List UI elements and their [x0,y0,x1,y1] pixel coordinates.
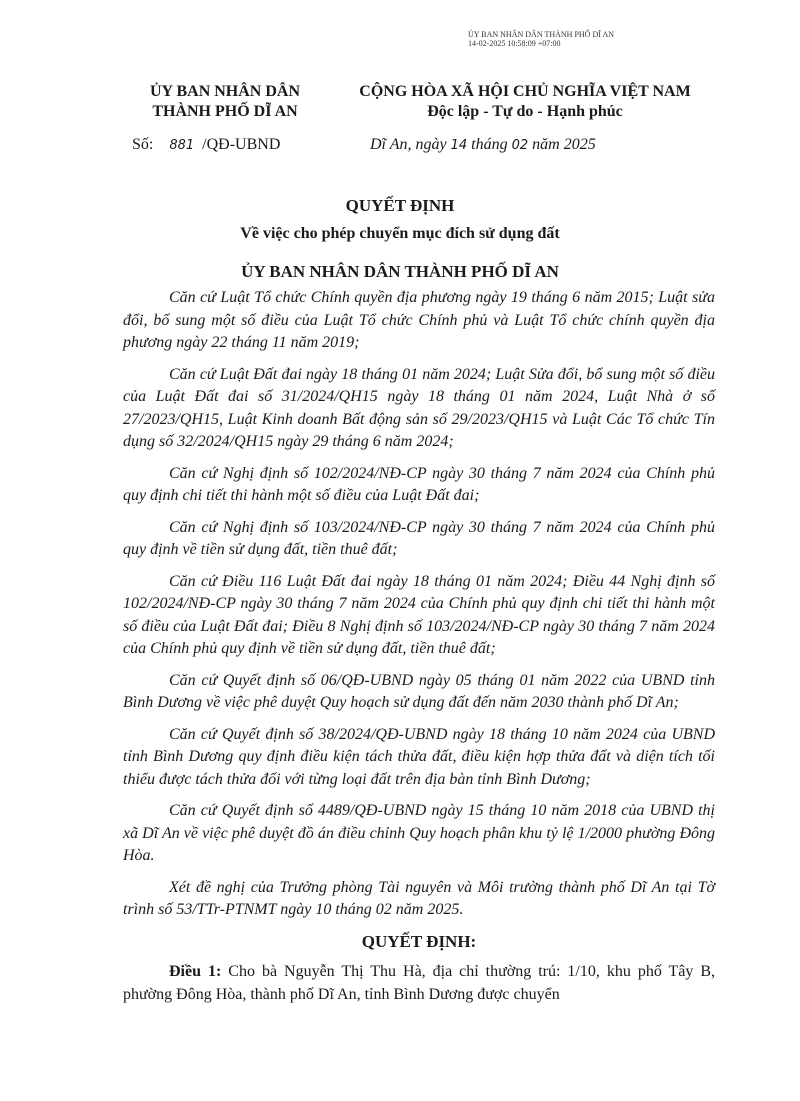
org-line-1: ỦY BAN NHÂN DÂN [149,83,301,100]
legal-basis-3: Căn cứ Nghị định số 102/2024/NĐ-CP ngày 30 tháng 7 năm 2024 của Chính phủ quy định chi tiết thi hành một số điều của Luật Đất đai; [123,464,715,504]
date-prefix: Dĩ An, ngày [370,136,447,153]
legal-basis-7: Căn cứ Quyết định số 38/2024/QĐ-UBND ngày 18 tháng 10 năm 2024 của UBND tỉnh Bình Dương quy định điều kiện tách thửa đất, điều kiện hợp thửa đất và diện tích tối thiểu được tách thửa đối với từng loại đất trên địa bàn tỉnh Bình Dương; [123,725,715,788]
decision-heading: QUYẾT ĐỊNH: [361,931,477,951]
national-motto: Độc lập - Tự do - Hạnh phúc [427,103,623,120]
authority-heading: ỦY BAN NHÂN DÂN THÀNH PHỐ DĨ AN [241,262,559,281]
document-body [123,287,715,1006]
national-header [325,82,725,122]
legal-basis-4: Căn cứ Nghị định số 103/2024/NĐ-CP ngày 30 tháng 7 năm 2024 của Chính phủ quy định về tiền sử dụng đất, tiền thuê đất; [123,518,715,558]
number-suffix: /QĐ-UBND [202,136,281,153]
nation-name: CỘNG HÒA XÃ HỘI CHỦ NGHĨA VIỆT NAM [359,83,691,100]
date-day: 14 [450,138,468,153]
document-number [132,136,280,154]
org-line-2: THÀNH PHỐ DĨ AN [152,103,298,120]
issue-date [370,136,596,154]
legal-basis-1: Căn cứ Luật Tổ chức Chính quyền địa phương ngày 19 tháng 6 năm 2015; Luật sửa đổi, bổ sung một số điều của Luật Tổ chức Chính phủ và Luật Tổ chức chính quyền địa phương ngày 22 tháng 11 năm 2019; [123,289,715,351]
legal-basis-6: Căn cứ Quyết định số 06/QĐ-UBND ngày 05 tháng 01 năm 2022 của UBND tỉnh Bình Dương về việc phê duyệt Quy hoạch sử dụng đất đến năm 2030 thành phố Dĩ An; [123,671,715,711]
number-handwritten: 881 [169,138,195,153]
document-subject: Về việc cho phép chuyển mục đích sử dụng đất [240,225,560,242]
signature-timestamp: 14-02-2025 10:58:09 +07:00 [468,39,561,48]
legal-basis-8: Căn cứ Quyết định số 4489/QĐ-UBND ngày 15 tháng 10 năm 2018 của UBND thị xã Dĩ An về việc phê duyệt đồ án điều chỉnh Quy hoạch phân khu tỷ lệ 1/2000 phường Đông Hòa. [123,802,715,864]
legal-basis-2: Căn cứ Luật Đất đai ngày 18 tháng 01 năm 2024; Luật Sửa đổi, bổ sung một số điều của Luật Đất đai số 31/2024/QH15 ngày 18 tháng 01 năm 2024, Luật Nhà ở số 27/2023/QH15, Luật Kinh doanh Bất động sản số 29/2023/QH15 và Luật Các Tổ chức Tín dụng số 32/2024/QH15 ngày 29 tháng 6 năm 2024; [123,365,715,450]
legal-basis-5: Căn cứ Điều 116 Luật Đất đai ngày 18 tháng 01 năm 2024; Điều 44 Nghị định số 102/2024/NĐ-CP ngày 30 tháng 7 năm 2024 của Chính phủ quy định chi tiết thi hành một số điều của Luật Đất đai; Điều 8 Nghị định số 103/2024/NĐ-CP ngày 30 tháng 7 năm 2024 của Chính phủ quy định về tiền sử dụng đất, tiền thuê đất; [123,572,715,657]
document-title: QUYẾT ĐỊNH [345,196,455,215]
proposal-basis: Xét đề nghị của Trưởng phòng Tài nguyên và Môi trường thành phố Dĩ An tại Tờ trình số 53/TTr-PTNMT ngày 10 tháng 02 năm 2025. [123,878,715,918]
number-prefix: Số: [132,136,154,153]
signature-signer: ỦY BAN NHÂN DÂN THÀNH PHỐ DĨ AN [468,30,614,39]
article-1-label: Điều 1: [169,963,222,980]
article-1 [123,961,715,1006]
digital-signature-stamp [468,30,614,48]
issuing-authority [120,82,330,122]
date-month: 02 [511,138,529,153]
date-mid: tháng [471,136,508,153]
date-suffix: năm 2025 [532,136,596,153]
article-1-text: Cho bà Nguyễn Thị Thu Hà, địa chỉ thường trú: 1/10, khu phố Tây B, phường Đông Hòa, thành phố Dĩ An, tỉnh Bình Dương được chuyển [123,963,716,1003]
